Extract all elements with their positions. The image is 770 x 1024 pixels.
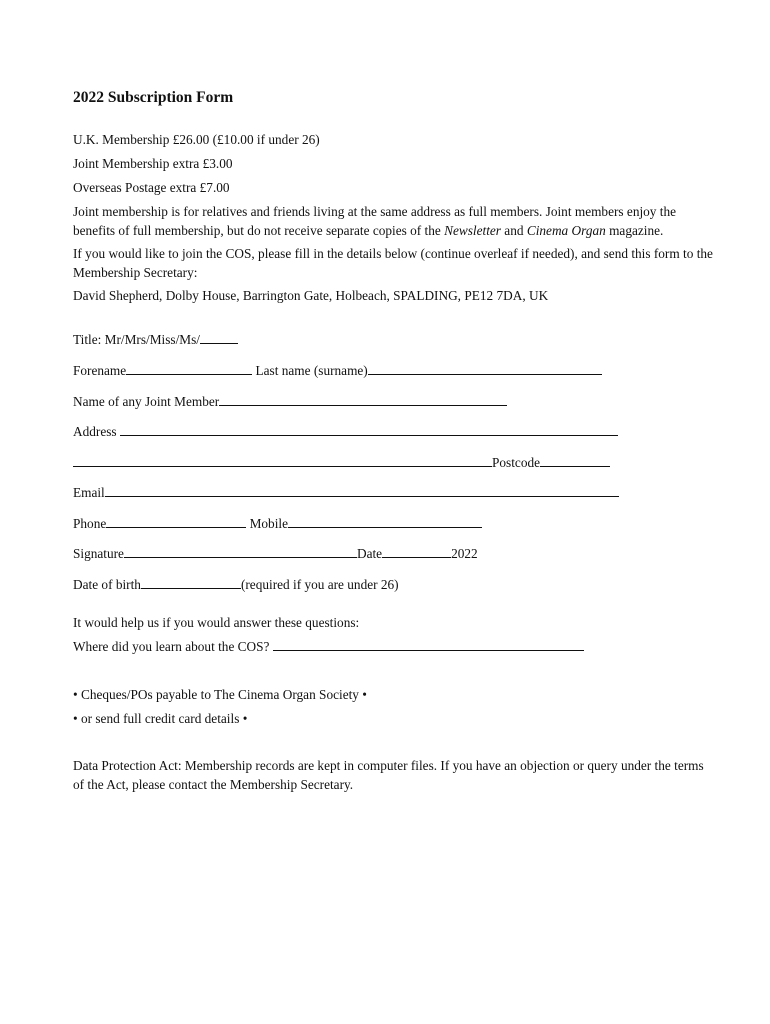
joint-member-row: [73, 392, 713, 423]
mobile-label: Mobile: [249, 515, 288, 531]
dob-row: [73, 575, 713, 606]
date-label: Date: [356, 546, 383, 561]
title-row: [73, 330, 713, 361]
email-label: Email: [73, 485, 105, 500]
dob-label: Date of birth: [73, 576, 141, 592]
forename-label: Forename: [73, 362, 127, 378]
cheques-note: • Cheques/POs payable to The Cinema Organ Society •: [73, 687, 367, 702]
phone-label: Phone: [73, 515, 107, 531]
title-label: Title: Mr/Mrs/Miss/Ms/: [73, 332, 200, 347]
joint-membership-fee: Joint Membership extra £3.00: [73, 156, 233, 171]
mobile-field[interactable]: [288, 514, 482, 528]
joint-info-text-b: magazine.: [605, 223, 664, 238]
phone-row: [73, 514, 713, 545]
joint-member-label: Name of any Joint Member: [73, 393, 220, 409]
forename-field[interactable]: [126, 361, 252, 375]
address-field-line-1[interactable]: [120, 422, 618, 436]
lastname-label: Last name (surname): [255, 362, 368, 378]
secretary-address: David Shepherd, Dolby House, Barrington Gate, Holbeach, SPALDING, PE12 7DA, UK: [73, 288, 549, 303]
signature-field[interactable]: [124, 544, 357, 558]
joint-membership-info: [73, 202, 713, 240]
postcode-field[interactable]: [540, 453, 610, 467]
email-field[interactable]: [105, 483, 619, 497]
signature-label: Signature: [73, 546, 124, 561]
postcode-label: Postcode: [492, 454, 541, 470]
subscription-form-page: [73, 88, 713, 798]
signature-row: [73, 544, 713, 575]
date-year: 2022: [451, 546, 478, 561]
date-field[interactable]: [382, 544, 451, 558]
where-learn-label: Where did you learn about the COS?: [73, 639, 270, 654]
data-protection-note: Data Protection Act: Membership records are kept in computer files. If you have an objection or query under the terms of the Act, please contact the Membership Secretary.: [73, 758, 704, 792]
joint-member-field[interactable]: [219, 392, 507, 406]
lastname-field[interactable]: [368, 361, 602, 375]
credit-card-note: • or send full credit card details •: [73, 711, 248, 726]
newsletter-title: Newsletter: [444, 223, 501, 238]
overseas-postage-fee: Overseas Postage extra £7.00: [73, 180, 230, 195]
where-learn-field[interactable]: [273, 637, 584, 651]
address-label: Address: [73, 424, 117, 439]
join-instructions: If you would like to join the COS, please fill in the details below (continue overleaf if needed), and send this form to the Membership Secretary:: [73, 246, 713, 280]
dob-note: (required if you are under 26): [240, 576, 399, 592]
name-row: [73, 361, 713, 392]
address-field-line-2[interactable]: [73, 453, 492, 467]
uk-membership-fee: U.K. Membership £26.00 (£10.00 if under 26): [73, 132, 320, 147]
magazine-title: Cinema Organ: [526, 223, 606, 238]
questions-intro: It would help us if you would answer these questions:: [73, 615, 360, 630]
form-title: 2022 Subscription Form: [73, 89, 234, 106]
dob-field[interactable]: [141, 575, 241, 589]
joint-info-text-a: Joint membership is for relatives and friends living at the same address as full members. Joint members enjoy the benefits of full membership, but do not receive separate copies of the: [73, 204, 677, 238]
email-row: [73, 483, 713, 514]
phone-field[interactable]: [106, 514, 246, 528]
where-learn-row: [73, 637, 713, 656]
joint-info-and: and: [500, 223, 527, 238]
address-postcode-row: [73, 453, 713, 484]
title-field[interactable]: [200, 330, 238, 344]
address-row: [73, 422, 713, 453]
